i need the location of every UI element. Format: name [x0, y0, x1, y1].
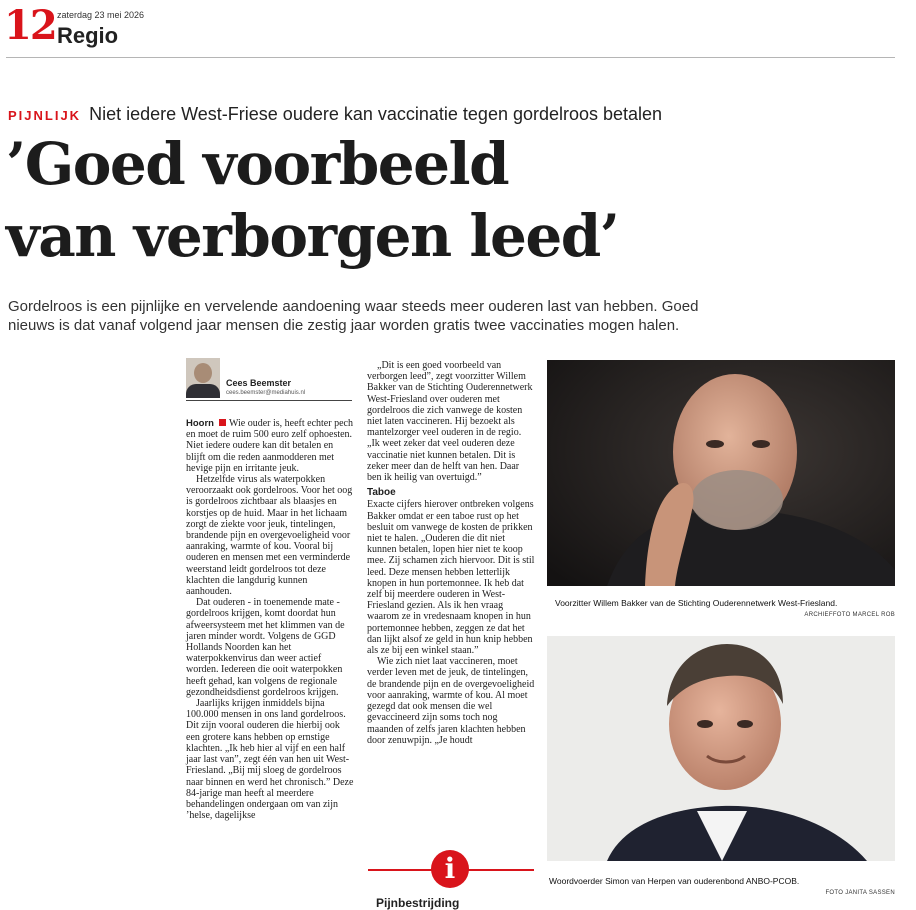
- paragraph: Dat ouderen - in toenemende mate - gordelroos krijgen, komt doordat hun afweersysteem met het klimmen van de jaren minder wordt. Volgens de GGD Hollands Noorden kan het waterpokkenvirus dan weer actief worden. Iedereen die ooit waterpokken heeft gehad, kan volgens de regionale gezondheidsdienst gordelroos krijgen.: [186, 597, 345, 698]
- photo-credit: ARCHIEFFOTO MARCEL ROB: [804, 612, 895, 618]
- page-number: 12: [4, 2, 56, 49]
- subheading: Taboe: [367, 487, 396, 499]
- paragraph: Wie zich niet laat vaccineren, moet verder leven met de jeuk, de tintelingen, de brandende pijn en de overgevoeligheid voor aanraking, warmte of kou. Al moet gezegd dat ook mensen die wel gevaccineerd zijn soms toch nog maanden of zelfs jaren klachten hebben door zenuwpijn. „Je houdt: [367, 656, 535, 746]
- article-column-2: [367, 360, 535, 746]
- opening-text: Wie ouder is, heeft echter pech en moet de ruim 500 euro zelf ophoesten. Niet iedere oudere kan dit betalen en blijft om die reden aanmodderen met hevige pijn en irritante jeuk.: [186, 418, 353, 474]
- photo-caption: Woordvoerder Simon van Herpen van ouderenbond ANBO-PCOB.: [549, 876, 800, 886]
- byline-divider: [186, 400, 352, 401]
- info-heading: Pijnbestrijding: [376, 896, 460, 910]
- photo-caption: Voorzitter Willem Bakker van de Stichting Ouderennetwerk West-Friesland.: [555, 598, 838, 608]
- kicker-label: PIJNLIJK: [8, 108, 82, 123]
- section-title: Regio: [57, 23, 119, 48]
- kicker: [8, 104, 662, 125]
- paragraph: Exacte cijfers hierover ontbreken volgens Bakker omdat er een taboe rust op het besluit om vanwege de kosten de prikken niet te halen. „Ouderen die dit niet kunnen betalen, lopen hier niet te koop mee. Zij schamen zich hiervoor. Dit is stil leed. Deze mensen hebben letterlijk knopen in hun portemonnee. Ik heb dat zelf bij meerdere ouderen in West-Friesland gezien. Als ik hen vraag waarom ze in vredesnaam knopen in hun portemonnee hebben, zeggen ze dat het dan lijkt alsof ze geld in hun knip hebben als ze bij een winkel staan.”: [367, 499, 535, 657]
- photo-willem-bakker: [547, 360, 895, 586]
- author-body: [186, 384, 220, 398]
- issue-date: zaterdag 23 mei 2026: [57, 10, 145, 20]
- author-head: [194, 363, 212, 383]
- paragraph: „Dit is een goed voorbeeld van verborgen leed”, zegt voorzitter Willem Bakker van de Stichting Ouderennetwerk West-Friesland over ouderen met gordelroos die zich vanwege de kosten niet laten vaccineren. Hij bezoekt als mantelzorger veel ouderen in de regio. „Ik weet zeker dat veel ouderen deze vaccinatie niet kunnen betalen. Dit is zeker meer dan de helft van hen. Daar ben ik heilig van overtuigd.”: [367, 360, 533, 484]
- author-email: cees.beemster@mediahuis.nl: [226, 390, 306, 396]
- headline-line-1: ’Goed voorbeeld: [6, 130, 509, 198]
- info-icon: i: [431, 850, 469, 888]
- red-square-icon: [219, 419, 226, 426]
- photo-credit: FOTO JANITA SASSEN: [825, 890, 895, 896]
- kicker-text: Niet iedere West-Friese oudere kan vaccinatie tegen gordelroos betalen: [89, 104, 663, 124]
- headline-line-2: van verborgen leed’: [6, 202, 619, 270]
- dateline: Hoorn: [186, 418, 214, 429]
- author-name: Cees Beemster: [226, 378, 292, 388]
- article-column-1: [186, 418, 354, 821]
- portrait-man-suit: [547, 636, 895, 861]
- portrait-older-man: [547, 360, 895, 586]
- lead-paragraph: Gordelroos is een pijnlijke en vervelende aandoening waar steeds meer ouderen last van hebben. Goed nieuws is dat vanaf volgend jaar mensen die zestig jaar worden gratis twee vaccinaties mogen halen.: [8, 298, 699, 334]
- paragraph: Jaarlijks krijgen inmiddels bijna 100.000 mensen in ons land gordelroos. Dit zijn vooral ouderen die hierbij ook een grotere kans hebben op ernstige klachten. „Ik heb hier al vijf en een half jaar last van”, zegt één van hen uit West-Friesland. „Bij mij sloeg de gordelroos naar binnen en werd het chronisch.” Deze 84-jarige man heeft al meerdere behandelingen ondergaan om van zijn ’helse, dagelijkse: [186, 698, 354, 822]
- header-divider: [6, 57, 895, 58]
- photo-simon-van-herpen: [547, 636, 895, 861]
- headline: [6, 128, 619, 272]
- paragraph: Hetzelfde virus als waterpokken veroorzaakt ook gordelroos. Voor het oog is gordelroos zichtbaar als blaasjes en korstjes op de huid. Maar in het lichaam zorgt de ziekte voor jeuk, tintelingen, brandende pijn en overgevoeligheid voor aanraking, warmte of kou. Vooral bij ouderen en mensen met een verminderde weerstand leidt gordelroos tot deze klachten die langdurig kunnen aanhouden.: [186, 474, 353, 598]
- author-photo: [186, 358, 220, 398]
- paragraph: [186, 418, 354, 474]
